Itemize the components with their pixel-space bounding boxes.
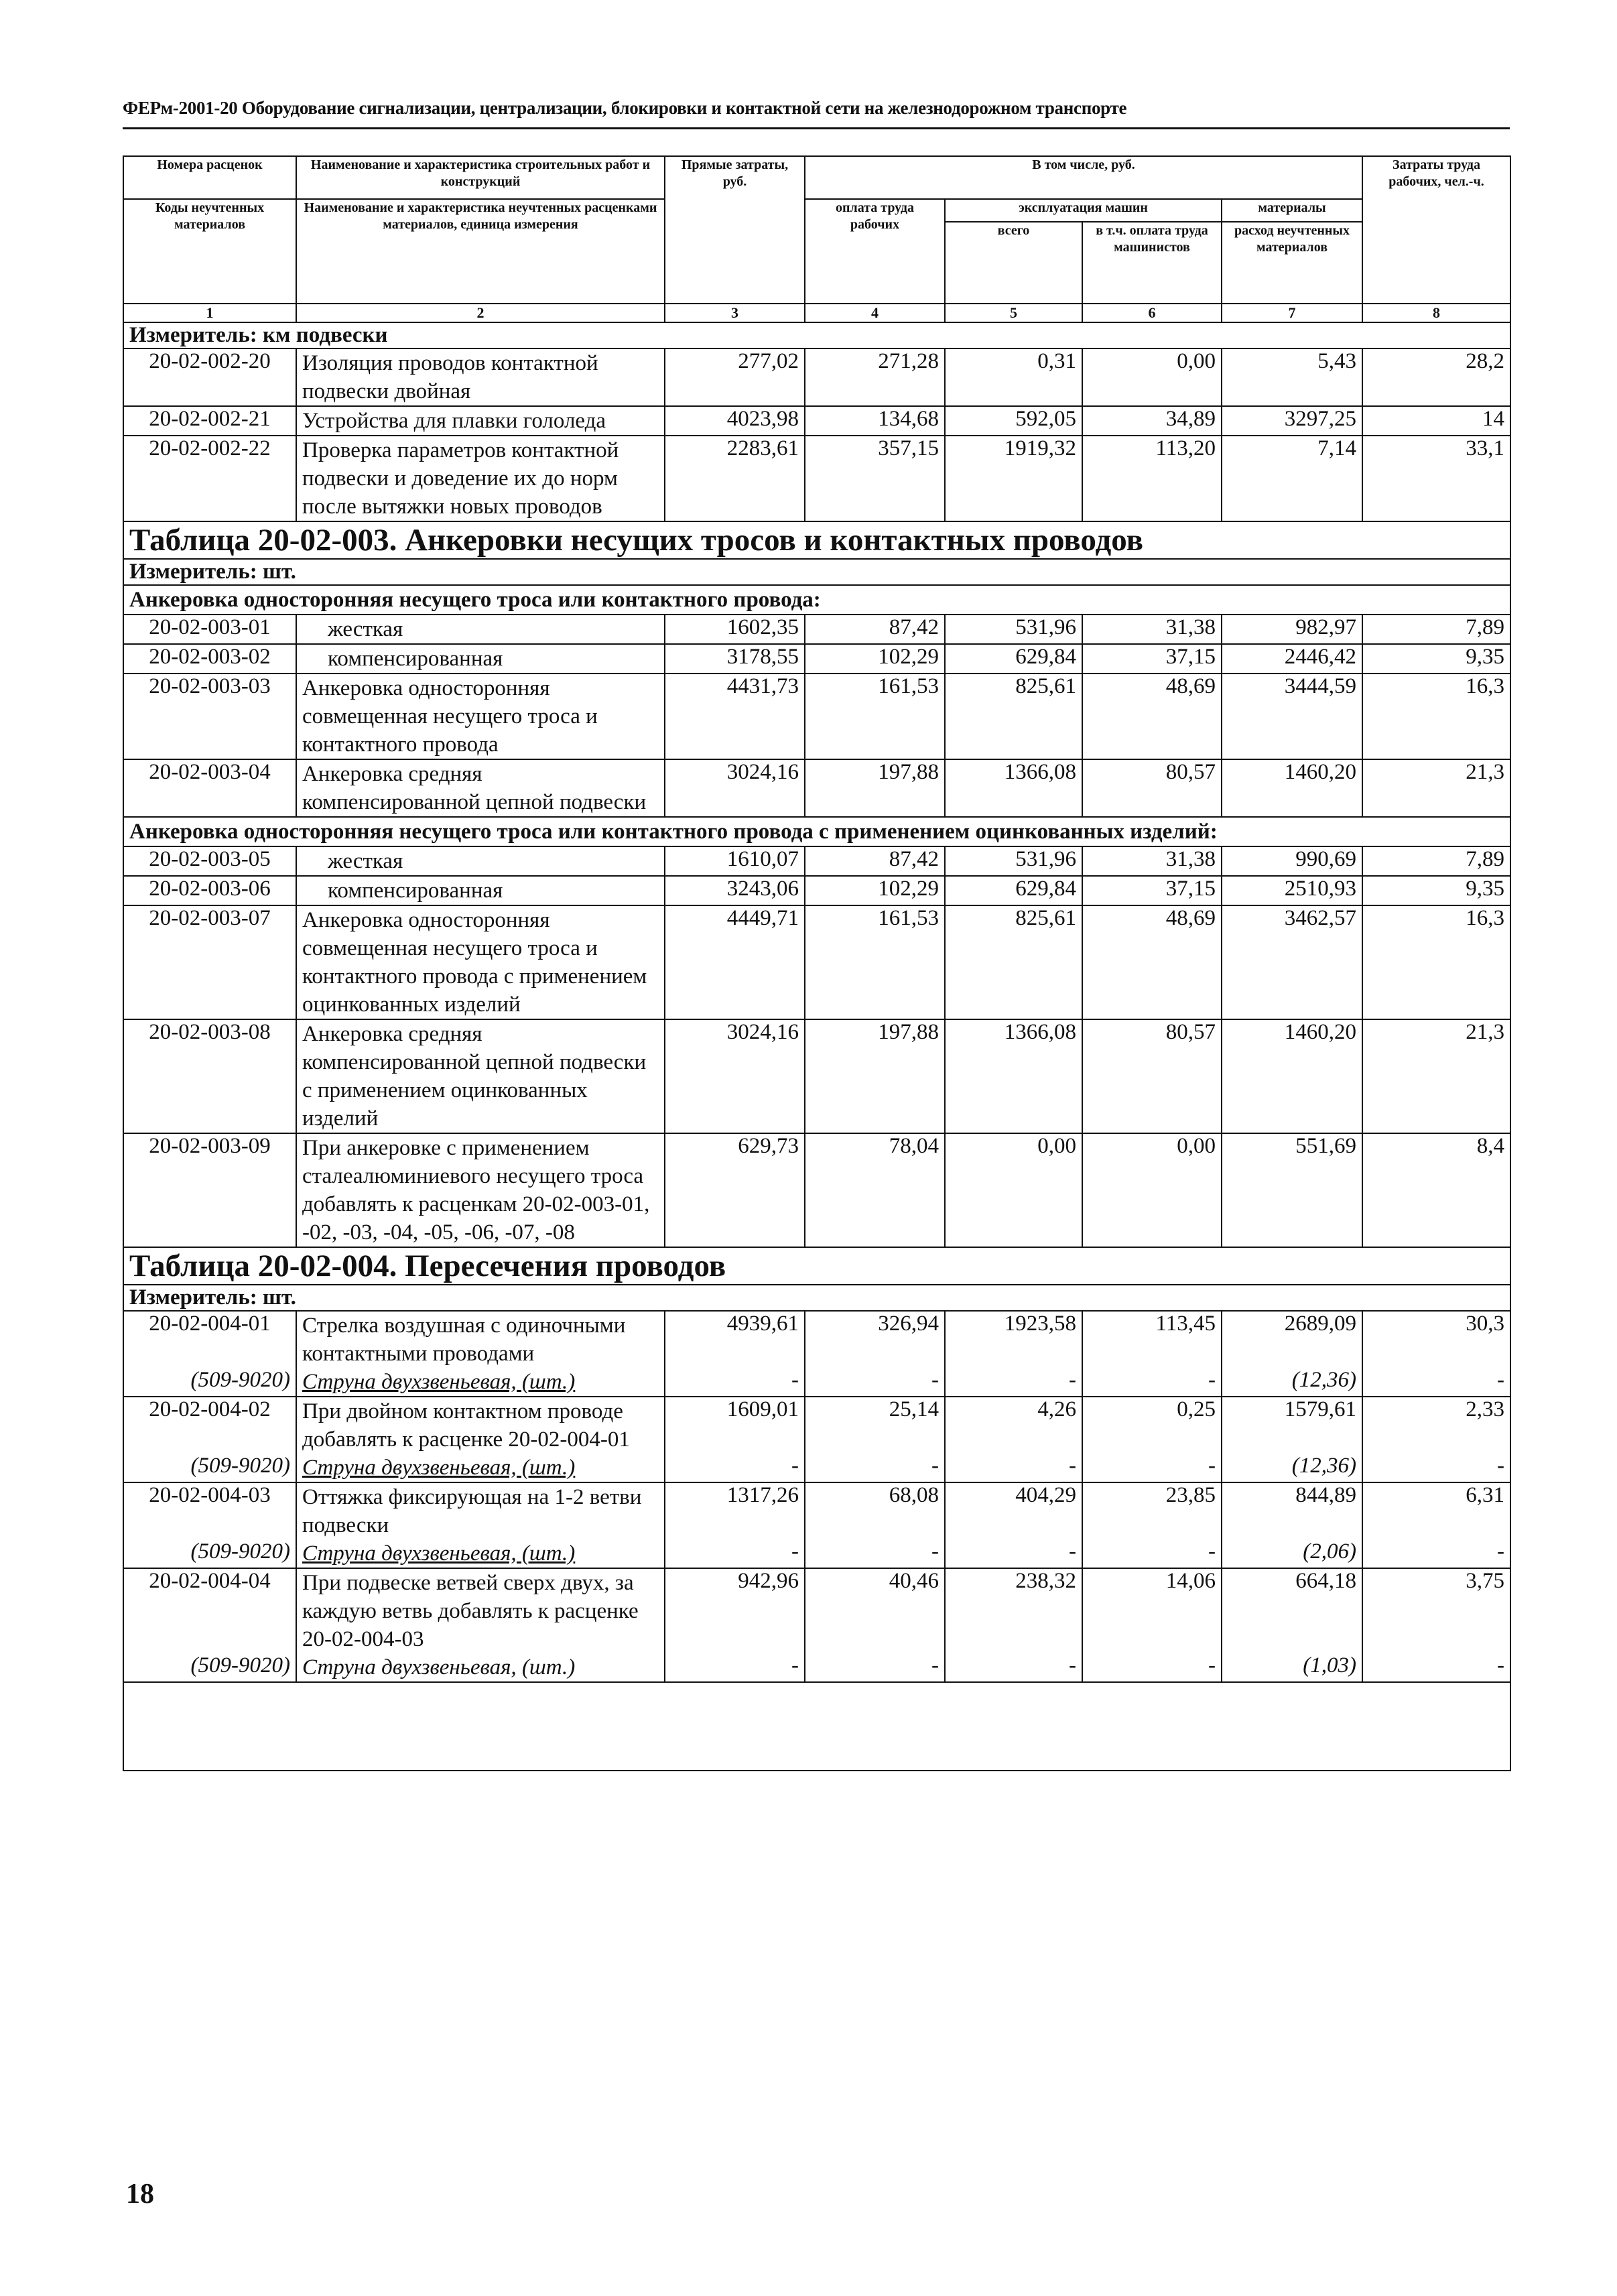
measure-label: Измеритель: шт. — [123, 559, 1510, 585]
measure-row — [123, 1285, 1510, 1311]
rate-code: 20-02-003-04 — [123, 759, 296, 817]
cell-c6: 0,00 — [1082, 1133, 1222, 1247]
header-rule — [123, 127, 1510, 129]
blank-area — [123, 1682, 1510, 1771]
table-row — [123, 1397, 1510, 1454]
cell-c4: 87,42 — [805, 846, 945, 876]
cell-c6: 113,20 — [1082, 436, 1222, 521]
cell-c7: 2446,42 — [1222, 644, 1362, 674]
cell-c5: 1366,08 — [945, 759, 1082, 817]
cell-c3: 2283,61 — [665, 436, 805, 521]
cell-c6: 14,06 — [1082, 1568, 1222, 1653]
table-row — [123, 876, 1510, 905]
cell-c3: 629,73 — [665, 1133, 805, 1247]
table-title: Таблица 20-02-003. Анкеровки несущих тросов и контактных проводов — [123, 521, 1510, 559]
cell-c6: 37,15 — [1082, 644, 1222, 674]
cell-c5: 629,84 — [945, 644, 1082, 674]
cell-c8: 21,3 — [1362, 759, 1510, 817]
table-row — [123, 348, 1510, 406]
cell-c5: 1919,32 — [945, 436, 1082, 521]
cell-c3: 3024,16 — [665, 759, 805, 817]
rate-code: 20-02-004-01 — [123, 1311, 296, 1368]
cell-c3: 1610,07 — [665, 846, 805, 876]
cell-c8: 28,2 — [1362, 348, 1510, 406]
cell-c7: 1460,20 — [1222, 759, 1362, 817]
cell-m6: - — [1082, 1454, 1222, 1482]
header-row-2 — [123, 199, 1510, 222]
cell-m7: (12,36) — [1222, 1368, 1362, 1397]
cell-c4: 357,15 — [805, 436, 945, 521]
measure-label: Измеритель: км подвески — [123, 322, 1510, 348]
rate-name: При двойном контактном проводе добавлять к расценке 20-02-004-01 — [296, 1397, 665, 1454]
cell-c4: 102,29 — [805, 644, 945, 674]
rate-code: 20-02-003-08 — [123, 1019, 296, 1133]
cell-m3: - — [665, 1454, 805, 1482]
colnum-1: 1 — [123, 304, 296, 322]
subheading: Анкеровка односторонняя несущего троса или контактного провода: — [123, 585, 1510, 615]
cell-c7: 5,43 — [1222, 348, 1362, 406]
cell-c5: 592,05 — [945, 406, 1082, 436]
cell-c3: 1602,35 — [665, 615, 805, 644]
cell-c3: 4431,73 — [665, 674, 805, 759]
cell-m7: (1,03) — [1222, 1653, 1362, 1682]
rate-name: Анкеровка односторонняя совмещенная несущего троса и контактного провода — [296, 674, 665, 759]
cell-c8: 7,89 — [1362, 846, 1510, 876]
column-numbers — [123, 304, 1510, 322]
cell-c5: 238,32 — [945, 1568, 1082, 1653]
colnum-8: 8 — [1362, 304, 1510, 322]
cell-c5: 1923,58 — [945, 1311, 1082, 1368]
rate-code: 20-02-003-05 — [123, 846, 296, 876]
cell-c5: 531,96 — [945, 846, 1082, 876]
col3-header: Прямые затраты, руб. — [665, 156, 805, 304]
trailing-blank-row — [123, 1682, 1510, 1771]
group-header: В том числе, руб. — [805, 156, 1362, 199]
cell-c7: 990,69 — [1222, 846, 1362, 876]
table-row — [123, 406, 1510, 436]
cell-m6: - — [1082, 1368, 1222, 1397]
cell-c5: 825,61 — [945, 674, 1082, 759]
cell-c8: 3,75 — [1362, 1568, 1510, 1653]
rate-code: 20-02-003-01 — [123, 615, 296, 644]
cell-c7: 1460,20 — [1222, 1019, 1362, 1133]
table-row — [123, 1019, 1510, 1133]
material-row — [123, 1454, 1510, 1482]
colnum-5: 5 — [945, 304, 1082, 322]
rate-code: 20-02-003-09 — [123, 1133, 296, 1247]
cell-c5: 404,29 — [945, 1482, 1082, 1539]
colnum-6: 6 — [1082, 304, 1222, 322]
material-name: Струна двухзвеньевая, (шт.) — [296, 1368, 665, 1397]
col1-top: Номера расценок — [123, 156, 296, 199]
table-row — [123, 1311, 1510, 1368]
cell-c8: 6,31 — [1362, 1482, 1510, 1539]
rate-name: жесткая — [296, 615, 665, 644]
cell-c8: 2,33 — [1362, 1397, 1510, 1454]
col2-top: Наименование и характеристика строительных работ и конструкций — [296, 156, 665, 199]
cell-c3: 3178,55 — [665, 644, 805, 674]
table-title-row — [123, 1247, 1510, 1285]
cell-c8: 7,89 — [1362, 615, 1510, 644]
subheading: Анкеровка односторонняя несущего троса или контактного провода с применением оцинкованных изделий: — [123, 817, 1510, 846]
table-row — [123, 615, 1510, 644]
col6-header: в т.ч. оплата труда машинистов — [1082, 222, 1222, 304]
material-row — [123, 1539, 1510, 1568]
rate-code: 20-02-003-03 — [123, 674, 296, 759]
cell-c7: 3444,59 — [1222, 674, 1362, 759]
rate-name: Анкеровка средняя компенсированной цепной подвески — [296, 759, 665, 817]
col8-header: Затраты труда рабочих, чел.-ч. — [1362, 156, 1510, 304]
page-number: 18 — [126, 2179, 154, 2210]
table-title-row — [123, 521, 1510, 559]
cell-c4: 161,53 — [805, 674, 945, 759]
cell-m5: - — [945, 1653, 1082, 1682]
cell-m5: - — [945, 1539, 1082, 1568]
cell-c4: 326,94 — [805, 1311, 945, 1368]
cell-c3: 1317,26 — [665, 1482, 805, 1539]
cell-c7: 844,89 — [1222, 1482, 1362, 1539]
material-name: Струна двухзвеньевая, (шт.) — [296, 1454, 665, 1482]
cell-c5: 0,31 — [945, 348, 1082, 406]
table-row — [123, 1568, 1510, 1653]
cell-m8: - — [1362, 1368, 1510, 1397]
cell-c3: 4449,71 — [665, 905, 805, 1019]
rate-code: 20-02-004-03 — [123, 1482, 296, 1539]
cell-c5: 1366,08 — [945, 1019, 1082, 1133]
cell-c7: 664,18 — [1222, 1568, 1362, 1653]
rate-name: компенсированная — [296, 876, 665, 905]
cell-c6: 31,38 — [1082, 846, 1222, 876]
rate-name: жесткая — [296, 846, 665, 876]
rate-name: Анкеровка односторонняя совмещенная несущего троса и контактного провода с применением оцинкованных изделий — [296, 905, 665, 1019]
cell-c7: 2510,93 — [1222, 876, 1362, 905]
cell-c4: 102,29 — [805, 876, 945, 905]
cell-m7: (12,36) — [1222, 1454, 1362, 1482]
material-code: (509-9020) — [123, 1653, 296, 1682]
material-row — [123, 1653, 1510, 1682]
measure-label: Измеритель: шт. — [123, 1285, 1510, 1311]
rate-code: 20-02-003-07 — [123, 905, 296, 1019]
machines-header: эксплуатация машин — [945, 199, 1222, 222]
cell-c3: 4939,61 — [665, 1311, 805, 1368]
rate-code: 20-02-002-22 — [123, 436, 296, 521]
cell-m5: - — [945, 1368, 1082, 1397]
cell-c8: 30,3 — [1362, 1311, 1510, 1368]
measure-row — [123, 559, 1510, 585]
cell-c5: 4,26 — [945, 1397, 1082, 1454]
table-row — [123, 759, 1510, 817]
subheading-row — [123, 585, 1510, 615]
rate-code: 20-02-004-04 — [123, 1568, 296, 1653]
cell-c8: 16,3 — [1362, 905, 1510, 1019]
materials-header: материалы — [1222, 199, 1362, 222]
col1-bottom: Коды неучтенных материалов — [123, 199, 296, 304]
cell-m8: - — [1362, 1653, 1510, 1682]
cell-c6: 48,69 — [1082, 674, 1222, 759]
rates-table — [123, 155, 1511, 1771]
cell-c7: 3462,57 — [1222, 905, 1362, 1019]
colnum-7: 7 — [1222, 304, 1362, 322]
cell-c3: 942,96 — [665, 1568, 805, 1653]
table-row — [123, 674, 1510, 759]
cell-c6: 0,25 — [1082, 1397, 1222, 1454]
cell-c4: 68,08 — [805, 1482, 945, 1539]
page-header: ФЕРм-2001-20 Оборудование сигнализации, централизации, блокировки и контактной сети на железнодорожном транспорте — [123, 98, 1127, 118]
cell-c7: 551,69 — [1222, 1133, 1362, 1247]
cell-c6: 0,00 — [1082, 348, 1222, 406]
rate-name: При подвеске ветвей сверх двух, за каждую ветвь добавлять к расценке 20-02-004-03 — [296, 1568, 665, 1653]
header-row-1 — [123, 156, 1510, 199]
rate-name: Анкеровка средняя компенсированной цепной подвески с применением оцинкованных изделий — [296, 1019, 665, 1133]
rate-code: 20-02-003-02 — [123, 644, 296, 674]
colnum-2: 2 — [296, 304, 665, 322]
rate-code: 20-02-002-20 — [123, 348, 296, 406]
material-name: Струна двухзвеньевая, (шт.) — [296, 1653, 665, 1682]
cell-m3: - — [665, 1539, 805, 1568]
rate-name: Проверка параметров контактной подвески и доведение их до норм после вытяжки новых проводов — [296, 436, 665, 521]
cell-m5: - — [945, 1454, 1082, 1482]
cell-c6: 80,57 — [1082, 759, 1222, 817]
cell-m3: - — [665, 1368, 805, 1397]
col7-header: расход неучтенных материалов — [1222, 222, 1362, 304]
rate-name: При анкеровке с применением сталеалюминиевого несущего троса добавлять к расценкам 20-02-003-01, -02, -03, -04, -05, -06, -07, -08 — [296, 1133, 665, 1247]
rate-name: Стрелка воздушная с одиночными контактными проводами — [296, 1311, 665, 1368]
table-row — [123, 644, 1510, 674]
table-row — [123, 1482, 1510, 1539]
colnum-4: 4 — [805, 304, 945, 322]
cell-m7: (2,06) — [1222, 1539, 1362, 1568]
cell-c6: 80,57 — [1082, 1019, 1222, 1133]
cell-c4: 161,53 — [805, 905, 945, 1019]
rate-code: 20-02-004-02 — [123, 1397, 296, 1454]
rate-name: Оттяжка фиксирующая на 1-2 ветви подвески — [296, 1482, 665, 1539]
cell-m4: - — [805, 1368, 945, 1397]
rate-name: Изоляция проводов контактной подвески двойная — [296, 348, 665, 406]
table-row — [123, 436, 1510, 521]
cell-c8: 14 — [1362, 406, 1510, 436]
col4-header: оплата труда рабочих — [805, 199, 945, 304]
rate-name: компенсированная — [296, 644, 665, 674]
cell-c8: 9,35 — [1362, 876, 1510, 905]
cell-c3: 4023,98 — [665, 406, 805, 436]
cell-c5: 629,84 — [945, 876, 1082, 905]
cell-c3: 277,02 — [665, 348, 805, 406]
material-row — [123, 1368, 1510, 1397]
cell-c8: 21,3 — [1362, 1019, 1510, 1133]
table-row — [123, 846, 1510, 876]
cell-m4: - — [805, 1539, 945, 1568]
cell-c8: 33,1 — [1362, 436, 1510, 521]
table-row — [123, 1133, 1510, 1247]
cell-c3: 3243,06 — [665, 876, 805, 905]
cell-c4: 271,28 — [805, 348, 945, 406]
cell-c3: 1609,01 — [665, 1397, 805, 1454]
document-frame — [123, 155, 1510, 2139]
cell-c3: 3024,16 — [665, 1019, 805, 1133]
cell-c4: 40,46 — [805, 1568, 945, 1653]
cell-c5: 531,96 — [945, 615, 1082, 644]
rate-name: Устройства для плавки гололеда — [296, 406, 665, 436]
cell-c5: 825,61 — [945, 905, 1082, 1019]
material-name: Струна двухзвеньевая, (шт.) — [296, 1539, 665, 1568]
col5-header: всего — [945, 222, 1082, 304]
cell-c6: 37,15 — [1082, 876, 1222, 905]
col2-bottom: Наименование и характеристика неучтенных расценками материалов, единица измерения — [296, 199, 665, 304]
cell-c6: 31,38 — [1082, 615, 1222, 644]
cell-c6: 23,85 — [1082, 1482, 1222, 1539]
cell-m8: - — [1362, 1539, 1510, 1568]
cell-c7: 982,97 — [1222, 615, 1362, 644]
cell-c4: 197,88 — [805, 759, 945, 817]
cell-c4: 78,04 — [805, 1133, 945, 1247]
cell-m4: - — [805, 1454, 945, 1482]
material-code: (509-9020) — [123, 1454, 296, 1482]
table-row — [123, 905, 1510, 1019]
cell-c6: 34,89 — [1082, 406, 1222, 436]
cell-c4: 134,68 — [805, 406, 945, 436]
cell-c8: 8,4 — [1362, 1133, 1510, 1247]
cell-m3: - — [665, 1653, 805, 1682]
measure-row — [123, 322, 1510, 348]
cell-m6: - — [1082, 1653, 1222, 1682]
cell-m8: - — [1362, 1454, 1510, 1482]
cell-c4: 87,42 — [805, 615, 945, 644]
cell-c8: 9,35 — [1362, 644, 1510, 674]
material-code: (509-9020) — [123, 1539, 296, 1568]
cell-c5: 0,00 — [945, 1133, 1082, 1247]
rate-code: 20-02-002-21 — [123, 406, 296, 436]
cell-c6: 48,69 — [1082, 905, 1222, 1019]
cell-c4: 197,88 — [805, 1019, 945, 1133]
cell-c8: 16,3 — [1362, 674, 1510, 759]
cell-c7: 2689,09 — [1222, 1311, 1362, 1368]
cell-c7: 7,14 — [1222, 436, 1362, 521]
cell-c6: 113,45 — [1082, 1311, 1222, 1368]
cell-m6: - — [1082, 1539, 1222, 1568]
rate-code: 20-02-003-06 — [123, 876, 296, 905]
subheading-row — [123, 817, 1510, 846]
cell-c7: 3297,25 — [1222, 406, 1362, 436]
cell-m4: - — [805, 1653, 945, 1682]
colnum-3: 3 — [665, 304, 805, 322]
cell-c7: 1579,61 — [1222, 1397, 1362, 1454]
cell-c4: 25,14 — [805, 1397, 945, 1454]
table-title: Таблица 20-02-004. Пересечения проводов — [123, 1247, 1510, 1285]
material-code: (509-9020) — [123, 1368, 296, 1397]
